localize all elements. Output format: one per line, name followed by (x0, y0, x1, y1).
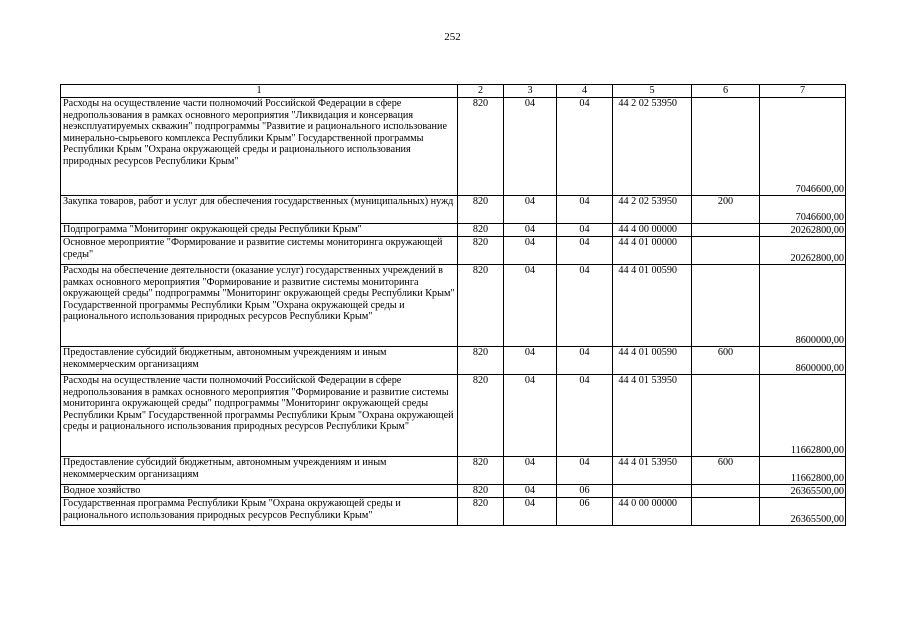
row-name: Расходы на осуществление части полномочий Российской Федерации в сфере недропользования в рамках основного мероприятия "Формирование и развитие системы мониторинга окружающей среды" подпрограммы "Мониторинг окружающей среды Республики Крым" Государственной программы Республики Крым "Охрана окружающей среды и рационального использования природных ресурсов Республики Крым" (61, 375, 458, 457)
row-name: Водное хозяйство (61, 485, 458, 498)
column-header: 7 (760, 85, 846, 98)
row-amount: 26365500,00 (760, 498, 846, 526)
row-name: Основное мероприятие "Формирование и развитие системы мониторинга окружающей среды" (61, 237, 458, 265)
column-header: 4 (557, 85, 613, 98)
table-row (61, 498, 846, 526)
row-expense-type (692, 485, 760, 498)
row-section-code: 04 (504, 498, 557, 526)
row-subsection-code: 04 (557, 98, 613, 196)
column-header: 1 (61, 85, 458, 98)
row-target-code: 44 4 00 00000 (613, 224, 692, 237)
row-subsection-code: 04 (557, 237, 613, 265)
row-amount: 7046600,00 (760, 98, 846, 196)
row-expense-type: 200 (692, 196, 760, 224)
column-header: 2 (458, 85, 504, 98)
page-number: 252 (444, 31, 461, 43)
row-expense-type (692, 224, 760, 237)
row-ministry-code: 820 (458, 485, 504, 498)
table-header-row (61, 85, 846, 98)
row-amount: 20262800,00 (760, 224, 846, 237)
row-target-code: 44 4 01 53950 (613, 457, 692, 485)
row-ministry-code: 820 (458, 224, 504, 237)
table-row (61, 224, 846, 237)
row-name: Предоставление субсидий бюджетным, автономным учреждениям и иным некоммерческим организациям (61, 457, 458, 485)
row-amount: 8600000,00 (760, 347, 846, 375)
row-subsection-code: 04 (557, 347, 613, 375)
row-target-code: 44 4 01 00590 (613, 265, 692, 347)
row-target-code: 44 4 01 00000 (613, 237, 692, 265)
row-target-code: 44 4 01 53950 (613, 375, 692, 457)
row-expense-type (692, 498, 760, 526)
row-expense-type: 600 (692, 347, 760, 375)
row-section-code: 04 (504, 265, 557, 347)
row-section-code: 04 (504, 347, 557, 375)
row-section-code: 04 (504, 224, 557, 237)
row-name: Расходы на осуществление части полномочий Российской Федерации в сфере недропользования в рамках основного мероприятия "Ликвидация и консервация неэксплуатируемых скважин" подпрограммы "Развитие и рационального использование минерально-сырьевого комплекса Республики Крым" Государственной программы Республики Крым "Охрана окружающей среды и рационального использования природных ресурсов Республики Крым" (61, 98, 458, 196)
table-row (61, 347, 846, 375)
row-expense-type (692, 237, 760, 265)
table-row (61, 196, 846, 224)
row-section-code: 04 (504, 237, 557, 265)
row-amount: 11662800,00 (760, 457, 846, 485)
row-target-code: 44 2 02 53950 (613, 196, 692, 224)
row-ministry-code: 820 (458, 237, 504, 265)
row-amount: 11662800,00 (760, 375, 846, 457)
row-target-code: 44 2 02 53950 (613, 98, 692, 196)
table-row (61, 98, 846, 196)
row-subsection-code: 04 (557, 457, 613, 485)
table-row (61, 265, 846, 347)
row-amount: 20262800,00 (760, 237, 846, 265)
table-row (61, 485, 846, 498)
row-ministry-code: 820 (458, 457, 504, 485)
row-name: Предоставление субсидий бюджетным, автономным учреждениям и иным некоммерческим организациям (61, 347, 458, 375)
row-subsection-code: 04 (557, 265, 613, 347)
row-section-code: 04 (504, 375, 557, 457)
row-ministry-code: 820 (458, 265, 504, 347)
row-target-code: 44 4 01 00590 (613, 347, 692, 375)
row-name: Подпрограмма "Мониторинг окружающей среды Республики Крым" (61, 224, 458, 237)
row-section-code: 04 (504, 457, 557, 485)
row-amount: 26365500,00 (760, 485, 846, 498)
row-ministry-code: 820 (458, 196, 504, 224)
row-expense-type (692, 265, 760, 347)
row-section-code: 04 (504, 196, 557, 224)
column-header: 5 (613, 85, 692, 98)
row-expense-type (692, 375, 760, 457)
row-name: Государственная программа Республики Крым "Охрана окружающей среды и рационального использования природных ресурсов Республики Крым" (61, 498, 458, 526)
row-subsection-code: 04 (557, 196, 613, 224)
row-expense-type (692, 98, 760, 196)
row-name: Расходы на обеспечение деятельности (оказание услуг) государственных учреждений в рамках основного мероприятия "Формирование и развитие системы мониторинга окружающей среды" подпрограммы "Мониторинг окружающей среды Республики Крым" Государственной программы Республики Крым "Охрана окружающей среды и рационального использования природных ресурсов Республики Крым" (61, 265, 458, 347)
table-row (61, 375, 846, 457)
row-expense-type: 600 (692, 457, 760, 485)
row-ministry-code: 820 (458, 347, 504, 375)
row-ministry-code: 820 (458, 375, 504, 457)
row-ministry-code: 820 (458, 498, 504, 526)
row-section-code: 04 (504, 485, 557, 498)
row-name: Закупка товаров, работ и услуг для обеспечения государственных (муниципальных) нужд (61, 196, 458, 224)
row-amount: 7046600,00 (760, 196, 846, 224)
row-amount: 8600000,00 (760, 265, 846, 347)
row-subsection-code: 06 (557, 498, 613, 526)
budget-table (60, 84, 846, 526)
row-ministry-code: 820 (458, 98, 504, 196)
row-subsection-code: 04 (557, 375, 613, 457)
table-row (61, 237, 846, 265)
column-header: 3 (504, 85, 557, 98)
row-target-code (613, 485, 692, 498)
column-header: 6 (692, 85, 760, 98)
row-section-code: 04 (504, 98, 557, 196)
row-subsection-code: 06 (557, 485, 613, 498)
row-subsection-code: 04 (557, 224, 613, 237)
table-row (61, 457, 846, 485)
row-target-code: 44 0 00 00000 (613, 498, 692, 526)
